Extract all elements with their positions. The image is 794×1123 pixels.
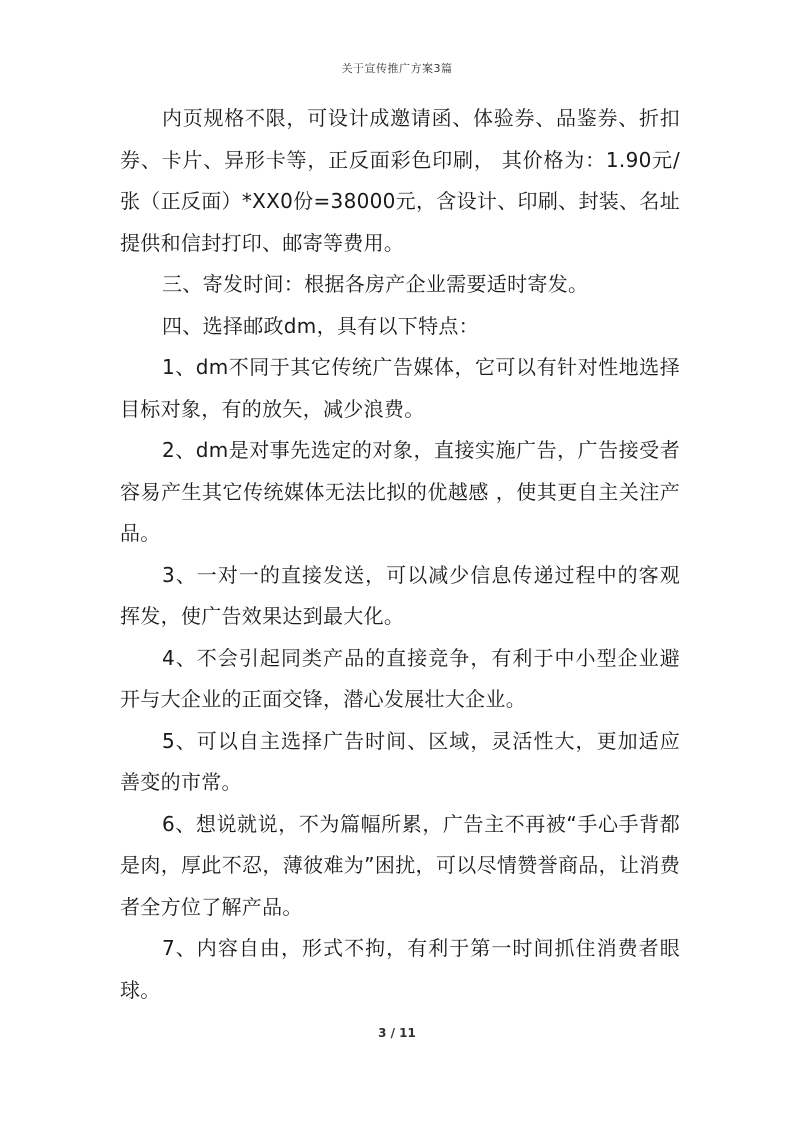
list-item-7: 7、内容自由，形式不拘，有利于第一时间抓住消费者眼球。	[120, 936, 680, 1002]
list-item-2: 2、dm是对事先选定的对象，直接实施广告，广告接受者容易产生其它传统媒体无法比拟的优越感 ，使其更自主关注产品。	[120, 438, 680, 545]
paragraph-section-4: 四、选择邮政dm，具有以下特点：	[162, 313, 479, 338]
document-body	[120, 98, 680, 1011]
page-number: 3 / 11	[378, 1026, 416, 1040]
list-item-6: 6、想说就说，不为篇幅所累，广告主不再被“手心手背都是肉，厚此不忍，薄彼难为”困扰，可以尽情赞誉商品，让消费者全方位了解产品。	[120, 811, 680, 919]
paragraph-intro: 内页规格不限，可设计成邀请函、体验券、品鉴券、折扣券、卡片、异形卡等，正反面彩色印刷， 其价格为：1.90元/张（正反面）*XX0份=38000元，含设计、印刷、封装、名址提供和信封打印、邮寄等费用。	[120, 106, 680, 255]
list-item-3: 3、一对一的直接发送，可以减少信息传递过程中的客观挥发，使广告效果达到最大化。	[120, 562, 680, 628]
list-item-4: 4、不会引起同类产品的直接竞争，有利于中小型企业避开与大企业的正面交锋，潜心发展壮大企业。	[120, 645, 680, 711]
paragraph-section-3: 三、寄发时间：根据各房产企业需要适时寄发。	[162, 272, 589, 296]
page-header-title: 关于宣传推广方案3篇	[341, 62, 453, 75]
list-item-1: 1、dm不同于其它传统广告媒体，它可以有针对性地选择目标对象，有的放矢，减少浪费。	[120, 355, 680, 421]
list-item-5: 5、可以自主选择广告时间、区域，灵活性大，更加适应善变的市常。	[120, 728, 680, 794]
